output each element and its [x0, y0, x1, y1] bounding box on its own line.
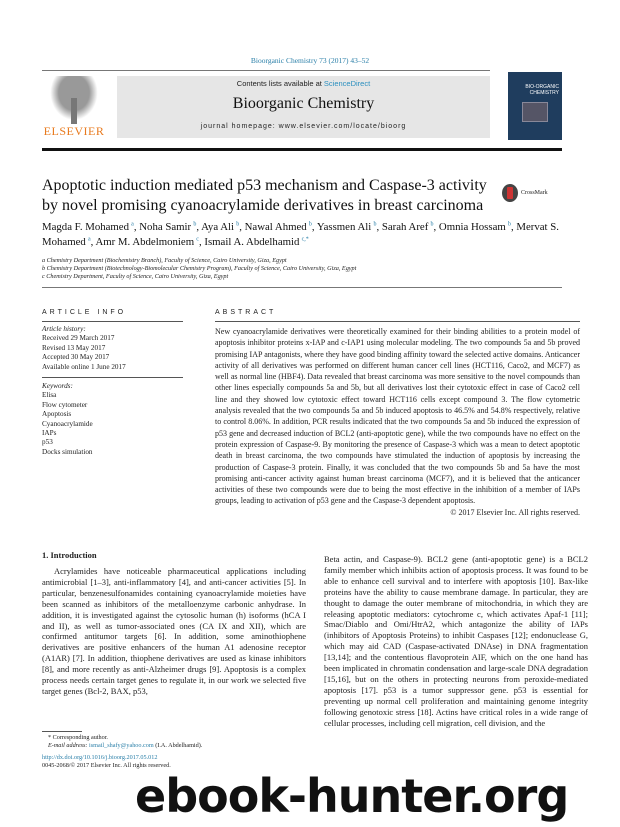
keyword: Cyanoacrylamide: [42, 419, 93, 428]
cover-image: [522, 102, 548, 122]
author-affiliation-mark[interactable]: c: [196, 236, 199, 243]
keyword: p53: [42, 438, 53, 447]
introduction-heading: 1. Introduction: [42, 550, 97, 560]
author-affiliation-mark[interactable]: c,*: [301, 236, 309, 243]
author-name: Noha Samir: [139, 221, 192, 233]
crossmark-label: CrossMark: [521, 190, 548, 196]
email-owner: (I.A. Abdelhamid).: [153, 742, 203, 749]
history-item: Available online 1 June 2017: [42, 362, 126, 371]
author-affiliation-mark[interactable]: a: [87, 236, 91, 243]
author-name: Aya Ali: [201, 221, 235, 233]
affiliation: b Chemistry Department (Biotechnology-Biomolecular Chemistry Program), Faculty of Science, Cairo University, Giza, Egypt: [42, 265, 357, 272]
keyword: Elisa: [42, 391, 57, 400]
author-name: Ismail A. Abdelhamid: [204, 236, 300, 248]
keyword: IAPs: [42, 429, 57, 438]
email-label: E-mail address:: [48, 742, 90, 749]
author: [245, 221, 312, 233]
keyword: Flow cytometer: [42, 400, 88, 409]
author-affiliation-mark[interactable]: b: [236, 221, 240, 228]
history-label: Article history:: [42, 325, 86, 333]
divider: [42, 321, 183, 322]
author-name: Mervat S. Mohamed: [42, 221, 559, 248]
keyword: Docks simulation: [42, 447, 93, 456]
divider: [215, 321, 580, 322]
abstract-heading: ABSTRACT: [215, 309, 277, 316]
doi-block: [42, 754, 171, 769]
history-item: Received 29 March 2017: [42, 334, 115, 343]
publisher-logo-text: ELSEVIER: [43, 124, 105, 138]
keyword: Apoptosis: [42, 410, 72, 419]
author: [317, 221, 377, 233]
abstract-text: New cyanoacrylamide derivatives were theoretically examined for their binding abilities to a protein model of apoptosis inhibitor proteins x-IAP and c-IAP1 using molecular modeling. The two compounds 5a and 5b proved promising IAP antagonists, where they have good binding affinity toward the selected active domains. Anticancer activity of all derivatives was performed on different human cancer cell lines (HCT116, Caco2, and MCF7) as well as normal line (HBF4). Data revealed that breast carcinoma was more sensitive to the novel compounds than other lines especially compounds 5a and 5b, but all derivatives lost their cytotoxic effect in case of Caco2 cell line and they showed low cytotoxic effect toward HCT116 cells except compound 3. The flow cytometric analysis revealed that the two compounds 5a and 5b induced apoptosis to 46.5% and 54.8% respectively, relative to control 8.06%. In addition, PCR results indicated that the two compounds 5a and 5b induced the expression of p53 gene and decreased induction of BCL2 (anti-apoptotic gene), while the two compounds have no effect on the protein expression of Caspase-9. By monitoring the presence of Caspase-3 which was a mean to detect apoptotic death in breast carcinoma, the two compounds have stimulated the induction of apoptosis by increasing the production of Caspase-3 protein. Finally, it was concluded that the two compounds 5b and 5a have the most promising anti-cancer activity against human breast carcinoma (MCF7), and it is believed that the anticancer activities of these two compounds were due to being the most effective in the inhibition of a member of IAPs groups, leading to activation of p53 gene and the Caspase-3 dependent apoptosis.: [215, 327, 580, 506]
journal-banner: [117, 76, 490, 138]
history-item: Accepted 30 May 2017: [42, 353, 110, 362]
journal-reference[interactable]: Bioorganic Chemistry 73 (2017) 43–52: [250, 56, 370, 65]
author-name: Nawal Ahmed: [244, 221, 307, 233]
contents-prefix: Contents lists available at: [236, 79, 324, 88]
affiliation: a Chemistry Department (Biochemistry Branch), Faculty of Science, Cairo University, Giza, Egypt: [42, 257, 287, 264]
author-affiliation-mark[interactable]: b: [430, 221, 434, 228]
author-affiliation-mark[interactable]: a: [131, 221, 134, 228]
author-affiliation-mark[interactable]: b: [507, 221, 511, 228]
crossmark-icon: [502, 184, 518, 202]
intro-column-2: Beta actin, and Caspase-9). BCL2 gene (anti-apoptotic gene) is a BCL2 family member which inhibits action of apoptosis process. It was found to be able to enhance cell survival and to interfere with apoptosis [10]. Bax-like proteins have the ability to cause membrane damage. In particular, they are thought to damage the outer membrane of mitochondria, in which they are releasing apoptotic mediators: cytochrome c, which activates Apaf-1 [11]; Smac/Diablo and Omi/HtrA2, which antagonize the ability of IAPs (inhibitors of Apoptosis Proteins) to inhibit Caspases [12]; endonuclease G, which may aid CAD (Caspase-activated DNAse) in DNA fragmentation [13,14]; and the contentious flavoprotein AIF, which on the one hand has been implicated in chromatin condensation and large-scale DNA degradation [15,16], but on the others in protecting neurons from peroxide-mediated apoptosis [17]. p53 is a tumor suppressor gene. p53 is essential for preventing up normal cell proliferation and maintaining genome integrity following genotoxic stress [18]. Actins have critical roles in a wide range of cellular processes, including cell migration, cell division, and the: [324, 554, 588, 728]
email-link[interactable]: ismail_shafy@yahoo.com: [89, 742, 154, 749]
tree-icon: [47, 76, 101, 124]
journal-cover: [508, 72, 562, 140]
author-name: Amr M. Abdelmoniem: [95, 236, 195, 248]
intro-column-1: Acrylamides have noticeable pharmaceutical applications including antimicrobial [1–3], anti-inflammatory [4], and anti-cancer activities [5]. In particular, benzenesulfonamides containing cyanoacrylamide moieties have been scanned as inhibitors of the metalloenzyme carbonic anhydrase. In addition, it is investigated against the cytosolic human (h) isoforms (hCA I and II), as well as tumor-associated ones (CA IX and XII), which are confirmed antitumor targets [6]. In addition, some aminothiophene derivatives are positive enhancers of the human A1 adenosine receptor (A1AR) [7]. In addition, thiophene derivatives are used as kinase inhibitors [8], and more recently as anti-Alzheimer drugs [9]. Apoptosis is a complex process needs certain target genes to regulate it, in our work we selected five target genes (Bcl-2, BAX, p53,: [42, 566, 306, 696]
author-name: Yassmen Ali: [316, 221, 372, 233]
article-history: [42, 325, 183, 372]
keywords: [42, 382, 183, 457]
author-affiliation-mark[interactable]: b: [373, 221, 377, 228]
author: [204, 236, 308, 248]
article-info-heading: ARTICLE INFO: [42, 309, 127, 316]
article-title: Apoptotic induction mediated p53 mechanism and Caspase-3 activity by novel promising cyanoacrylamide derivatives in breast carcinoma: [42, 177, 487, 214]
author: [382, 221, 434, 233]
elsevier-logo: [40, 76, 108, 140]
journal-homepage[interactable]: journal homepage: www.elsevier.com/locate/bioorg: [200, 123, 407, 130]
author-name: Sarah Aref: [381, 221, 429, 233]
affiliation: c Chemistry Department, Faculty of Science, Cairo University, Giza, Egypt: [42, 273, 229, 280]
author: [439, 221, 511, 233]
affiliations: [42, 257, 562, 281]
author: [95, 236, 199, 248]
issn-line: 0045-2068/© 2017 Elsevier Inc. All rights reserved.: [42, 761, 171, 769]
author-affiliation-mark[interactable]: b: [308, 221, 312, 228]
watermark: ebook-hunter.org: [135, 769, 569, 823]
divider: [42, 148, 562, 151]
footnote: [48, 734, 288, 750]
cover-title: BIO-ORGANIC CHEMISTRY: [525, 84, 559, 96]
history-item: Revised 13 May 2017: [42, 343, 106, 352]
author: [139, 221, 196, 233]
keywords-label: Keywords:: [42, 382, 73, 391]
abstract-copyright: © 2017 Elsevier Inc. All rights reserved.: [450, 507, 580, 517]
divider: [42, 70, 490, 71]
contents-line: [117, 79, 490, 88]
divider: [42, 287, 562, 288]
doi-link[interactable]: http://dx.doi.org/10.1016/j.bioorg.2017.05.012: [42, 754, 158, 761]
abstract: [215, 326, 580, 518]
divider: [42, 377, 183, 378]
author-affiliation-mark[interactable]: b: [193, 221, 197, 228]
author: [201, 221, 239, 233]
journal-title: Bioorganic Chemistry: [232, 95, 375, 112]
sciencedirect-link[interactable]: ScienceDirect: [323, 79, 371, 88]
author-name: Omnia Hossam: [438, 221, 506, 233]
author-name: Magda F. Mohamed: [42, 221, 129, 233]
author-list: Magda F. Mohamed $^a$, Noha Samir $^b$, Aya Ali $^b$, Nawal Ahmed $^b$, Yassmen Ali $^b$, Sarah Aref $^b$, Omnia Hossam $^b$, Mervat S. Mohamed $^a$, Amr M. Abdelmoniem $^c$, Ismail A. Abdelhamid $^{c,*}$: [42, 221, 559, 248]
author: [42, 221, 134, 233]
divider: [42, 731, 82, 732]
crossmark-button[interactable]: [502, 184, 548, 202]
corresponding-author-note: * Corresponding author.: [48, 734, 108, 741]
article-info: [42, 325, 183, 457]
